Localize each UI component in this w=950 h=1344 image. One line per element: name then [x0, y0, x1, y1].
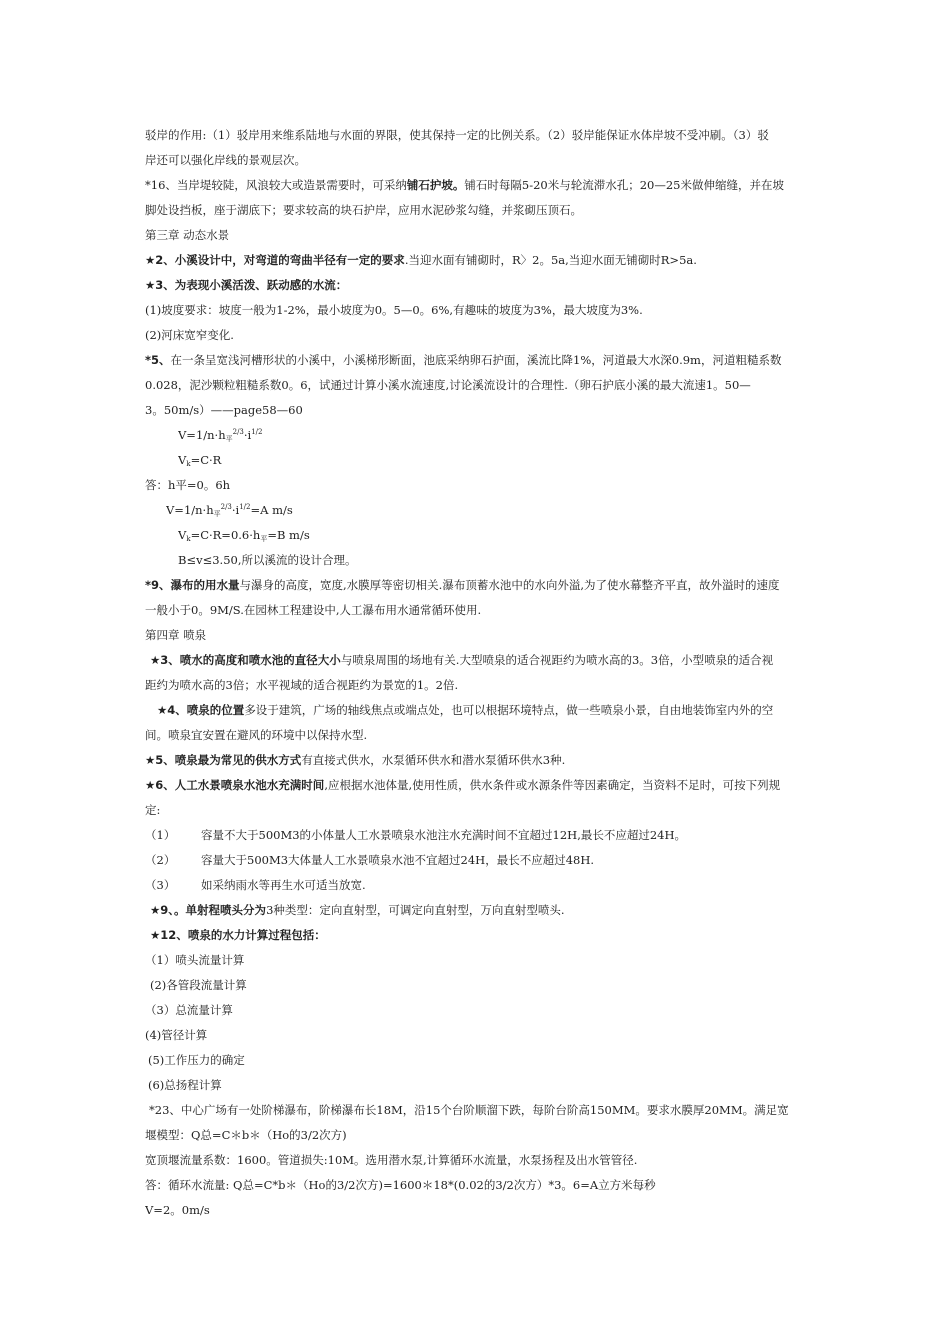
- text-run: 有直接式供水，水泵循环供水和潜水泵循环供水3种.: [301, 753, 566, 767]
- list-item: (5)工作压力的确定: [148, 1053, 245, 1067]
- formula-sub: 平: [213, 510, 221, 518]
- text-line: 脚处设挡板，座于湖底下；要求较高的块石护岸，应用水泥砂浆勾缝，并浆砌压顶石。: [145, 203, 582, 217]
- formula-sub: k: [186, 535, 191, 543]
- formula: [166, 502, 466, 518]
- text-run: 3种类型：定向直射型，可调定向直射型，万向直射型喷头.: [266, 903, 565, 917]
- text-run: 铺石时每隔5-20米与轮流滞水孔；20—25米做伸缩缝，并在坡: [464, 178, 784, 192]
- text-run: 多设于建筑，广场的轴线焦点或端点处，也可以根据环境特点，做一些喷泉小景，自由地装饰室内外的空: [244, 703, 774, 717]
- list-item: （3）总流量计算: [145, 1003, 233, 1017]
- bold-term: ★4、喷泉的位置: [157, 703, 245, 717]
- text-run: *16、当岸堤较陡，风浪较大或造景需要时，可采纳: [145, 178, 407, 192]
- formula-sub: k: [186, 460, 191, 468]
- formula-part: V=1/n·h: [166, 503, 214, 517]
- text-line: 答：循环水流量: Q总=C*b＊（Ho的3/2次方)=1600＊18*(0.02的3/2次方）*3。6=A立方米每秒: [145, 1178, 656, 1192]
- formula: [178, 452, 478, 468]
- chapter-heading: 第四章 喷泉: [145, 628, 207, 642]
- subheading: ★3、为表现小溪活泼、跃动感的水流：: [145, 278, 348, 292]
- list-item: [145, 877, 808, 893]
- formula-part: V=1/n·h: [178, 428, 226, 442]
- formula: [178, 427, 478, 443]
- text-line: [145, 252, 808, 268]
- text-run: .当迎水面有铺砌时，R〉2。5a,当迎水面无铺砌时R>5a.: [404, 253, 697, 267]
- list-item: (6)总扬程计算: [148, 1078, 222, 1092]
- bold-term: 铺石护坡。: [406, 178, 465, 192]
- formula-part: =B m/s: [267, 528, 310, 542]
- text-run: 与喷泉周围的场地有关.大型喷泉的适合视距约为喷水高的3。3倍，小型喷泉的适合视: [340, 653, 774, 667]
- formula-sub: 平: [260, 535, 268, 543]
- formula-sup: 1/2: [251, 428, 263, 436]
- text-run: 在一条呈宽浅河槽形状的小溪中，小溪梯形断面，池底采纳卵石护面，溪流比降1%，河道最大水深0.9m，河道粗糙系数: [170, 353, 782, 367]
- formula-part: V: [178, 528, 187, 542]
- list-number: （2）: [145, 853, 176, 867]
- text-line: [145, 352, 808, 368]
- formula-part: =A m/s: [250, 503, 293, 517]
- text-line: 答：h平=0。6h: [145, 478, 231, 492]
- text-line: 距约为喷水高的3倍；水平视域的适合视距约为景宽的1。2倍.: [145, 678, 459, 692]
- text-line: [150, 902, 808, 918]
- text-line: 0.028，泥沙颗粒粗糙系数0。6，试通过计算小溪水流速度,讨论溪流设计的合理性.（卵石护底小溪的最大流速1。50—: [145, 378, 751, 392]
- formula-part: =C·R: [190, 453, 222, 467]
- text-line: 宽顶堰流量系数：1600。管道损失:10M。选用潜水泵,计算循环水流量，水泵扬程及出水管管径.: [145, 1153, 638, 1167]
- list-text: 如采纳雨水等再生水可适当放宽.: [201, 878, 366, 892]
- list-number: （1）: [145, 828, 176, 842]
- formula-sup: 2/3: [232, 428, 244, 436]
- text-line: 间。喷泉宜安置在避风的环境中以保持水型.: [145, 728, 368, 742]
- bold-term: ★9、。单射程喷头分为: [150, 903, 267, 917]
- text-run: 与瀑身的高度，宽度,水膜厚等密切相关.瀑布顶蓄水池中的水向外溢,为了使水幕整齐平直，故外溢时的速度: [239, 578, 780, 592]
- bold-term: ★5、喷泉最为常见的供水方式: [145, 753, 302, 767]
- text-line: 3。50m/s）——page58—60: [145, 403, 303, 417]
- formula-part: ·i: [231, 503, 240, 517]
- bold-term: *5、: [145, 353, 171, 367]
- text-run: ,应根据水池体量,使用性质，供水条件或水源条件等因素确定，当资料不足时，可按下列规: [324, 778, 781, 792]
- text-line: [145, 777, 808, 793]
- list-text: 容量大于500M3大体量人工水景喷泉水池不宜超过24H，最长不应超过48H.: [201, 853, 595, 867]
- text-line: [145, 177, 808, 193]
- text-line: [157, 702, 808, 718]
- text-line: (2)河床宽窄变化.: [145, 328, 234, 342]
- chapter-heading: 第三章 动态水景: [145, 228, 230, 242]
- text-line: 堰模型：Q总=C＊b＊（Ho的3/2次方): [145, 1128, 347, 1142]
- formula-sup: 1/2: [239, 503, 251, 511]
- text-line: 定:: [145, 803, 161, 817]
- formula-part: =C·R=0.6·h: [190, 528, 261, 542]
- formula-part: ·i: [243, 428, 252, 442]
- text-line: 岸还可以强化岸线的景观层次。: [145, 153, 306, 167]
- list-item: (4)管径计算: [145, 1028, 208, 1042]
- text-line: 一般小于0。9M/S.在园林工程建设中,人工瀑布用水通常循环使用.: [145, 603, 482, 617]
- list-item: （1）喷头流量计算: [145, 953, 245, 967]
- text-line: 驳岸的作用:（1）驳岸用来维系陆地与水面的界限，使其保持一定的比例关系。（2）驳岸能保证水体岸坡不受冲刷。（3）驳: [145, 128, 769, 142]
- bold-term: ★2、小溪设计中，对弯道的弯曲半径有一定的要求: [145, 253, 405, 267]
- list-number: （3）: [145, 878, 176, 892]
- list-text: 容量不大于500M3的小体量人工水景喷泉水池注水充满时间不宜超过12H,最长不应超过24H。: [201, 828, 687, 842]
- text-line: [150, 652, 808, 668]
- bold-term: *9、瀑布的用水量: [145, 578, 240, 592]
- text-line: *23、中心广场有一处阶梯瀑布，阶梯瀑布长18M，沿15个台阶顺溜下跌，每阶台阶高150MM。要求水膜厚20MM。满足宽: [149, 1103, 789, 1117]
- text-line: (1)坡度要求：坡度一般为1-2%，最小坡度为0。5—0。6%,有趣味的坡度为3%，最大坡度为3%.: [145, 303, 643, 317]
- text-line: [145, 577, 808, 593]
- formula-part: V: [178, 453, 187, 467]
- bold-term: ★3、喷水的高度和喷水池的直径大小: [150, 653, 341, 667]
- list-item: (2)各管段流量计算: [150, 978, 247, 992]
- list-item: [145, 827, 808, 843]
- formula: [178, 527, 478, 543]
- text-line: [145, 752, 808, 768]
- text-line: V=2。0m/s: [145, 1203, 210, 1217]
- text-line: B≤v≤3.50,所以溪流的设计合理。: [178, 553, 357, 567]
- subheading: ★12、喷泉的水力计算过程包括：: [150, 928, 326, 942]
- list-item: [145, 852, 808, 868]
- bold-term: ★6、人工水景喷泉水池水充满时间: [145, 778, 325, 792]
- formula-sup: 2/3: [220, 503, 232, 511]
- formula-sub: 平: [225, 435, 233, 443]
